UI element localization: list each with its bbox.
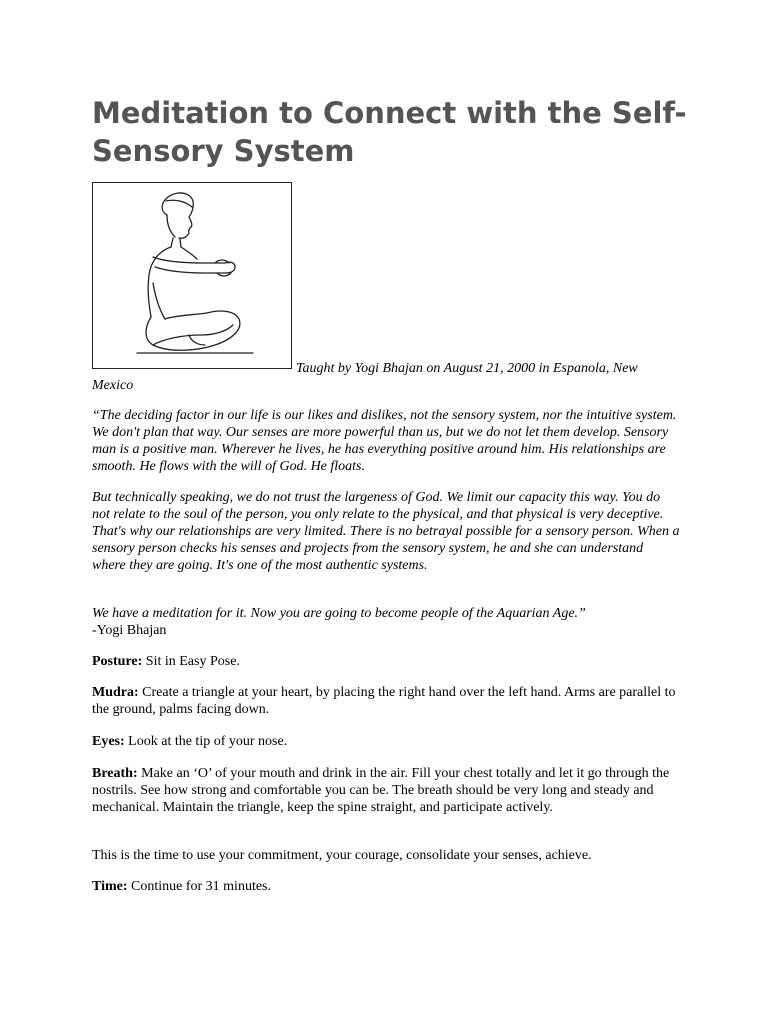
- posture-section: [92, 653, 680, 670]
- breath-label: Breath:: [92, 766, 138, 781]
- caption-text: Taught by Yogi Bhajan on August 21, 2000 in Espanola, New Mexico: [92, 361, 638, 393]
- mudra-text: Create a triangle at your heart, by placing the right hand over the left hand. Arms are parallel to the ground, palms facing down.: [92, 685, 676, 717]
- quote-block: [92, 407, 680, 475]
- meditation-pose-illustration: [92, 182, 292, 369]
- quote-paragraph-3: We have a meditation for it. Now you are going to become people of the Aquarian Age.”: [92, 606, 586, 621]
- posture-text: Sit in Easy Pose.: [142, 654, 240, 669]
- breath-section: [92, 765, 680, 816]
- time-section: [92, 878, 680, 895]
- quote-paragraph-2: But technically speaking, we do not trust the largeness of God. We limit our capacity this way. You do not relate to the soul of the person, you only relate to the physical, and that physical is very deceptive. That's why our relationships are very limited. There is no betrayal possible for a sensory person. When a sensory person checks his senses and projects from the sensory system, he and she can understand where they are going. It's one of the most authentic systems.: [92, 490, 680, 573]
- quote-block-3: [92, 605, 680, 639]
- quote-attribution: -Yogi Bhajan: [92, 623, 167, 638]
- eyes-text: Look at the tip of your nose.: [124, 734, 288, 749]
- time-text: Continue for 31 minutes.: [127, 879, 272, 894]
- seated-figure-drawing: [93, 183, 293, 370]
- attribution-caption: [92, 360, 682, 394]
- eyes-section: [92, 733, 680, 750]
- quote-block-2: [92, 489, 680, 574]
- page-title: Meditation to Connect with the Self-Sensory System: [92, 96, 687, 168]
- commitment-text: This is the time to use your commitment, your courage, consolidate your senses, achieve.: [92, 848, 592, 863]
- mudra-section: [92, 684, 680, 718]
- time-label: Time:: [92, 879, 128, 894]
- quote-paragraph-1: “The deciding factor in our life is our likes and dislikes, not the sensory system, nor the intuitive system. We don't plan that way. Our senses are more powerful than us, but we do not let them develop. Sensory man is a positive man. Wherever he lives, he has everything positive around him. His relationships are smooth. He flows with the will of God. He floats.: [92, 408, 677, 474]
- eyes-label: Eyes:: [92, 734, 125, 749]
- breath-text: Make an ‘O’ of your mouth and drink in the air. Fill your chest totally and let it go through the nostrils. See how strong and comfortable you can be. The breath should be very long and steady and mechanical. Maintain the triangle, keep the spine straight, and participate actively.: [92, 766, 670, 815]
- posture-label: Posture:: [92, 654, 143, 669]
- commitment-section: [92, 847, 680, 864]
- mudra-label: Mudra:: [92, 685, 139, 700]
